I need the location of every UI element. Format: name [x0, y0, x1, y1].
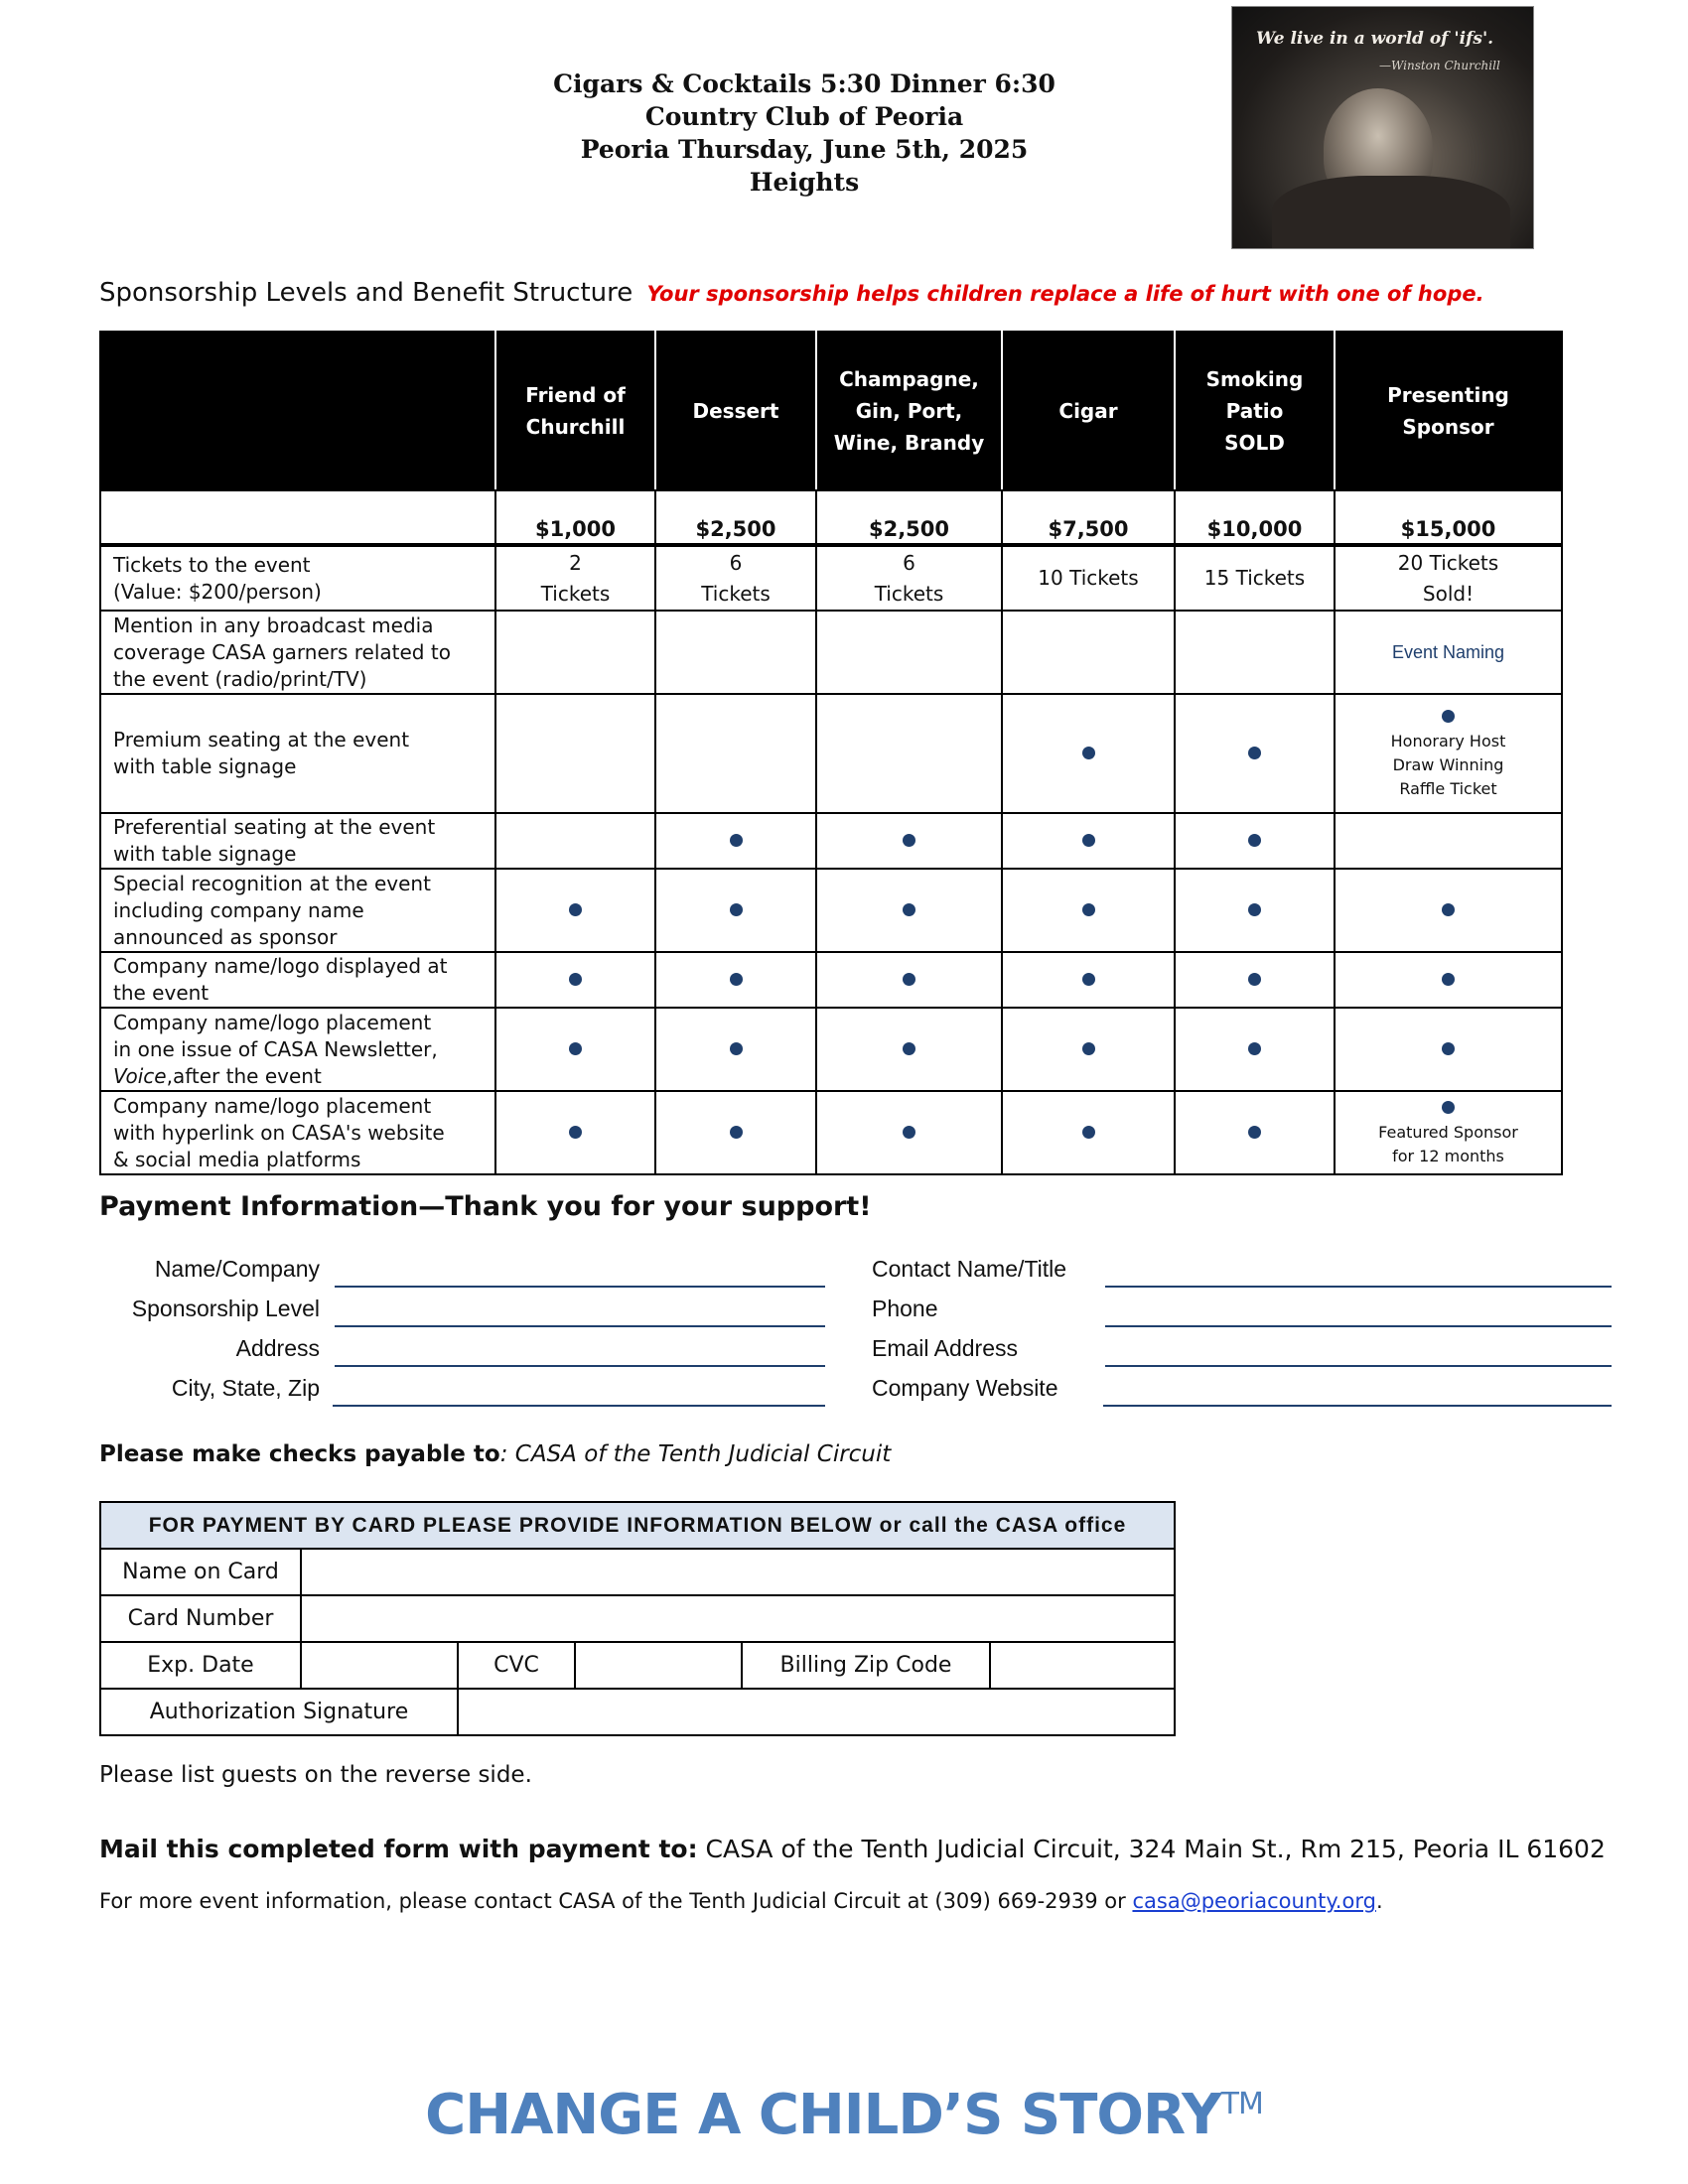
recognition-champagne	[816, 869, 1002, 952]
churchill-photo	[1231, 6, 1534, 249]
website-smoking-patio	[1175, 1091, 1335, 1174]
sponsorship-heading	[99, 278, 1589, 308]
newsletter-presenting	[1335, 1008, 1562, 1091]
price-smoking-patio: $10,000	[1175, 490, 1335, 545]
contact-name-field[interactable]	[1105, 1286, 1612, 1288]
included-dot-icon	[903, 834, 915, 847]
included-dot-icon	[1442, 973, 1455, 986]
preferential-cigar	[1002, 813, 1175, 869]
price-presenting: $15,000	[1335, 490, 1562, 545]
price-friend: $1,000	[495, 490, 655, 545]
benefit-label: Company name/logo displayed at the event	[100, 952, 495, 1008]
benefit-label: Special recognition at the event including company name announced as sponsor	[100, 869, 495, 952]
company-website-label: Company Website	[872, 1375, 1058, 1401]
website-dessert	[655, 1091, 816, 1174]
website-friend	[495, 1091, 655, 1174]
newsletter-champagne	[816, 1008, 1002, 1091]
included-dot-icon	[1248, 747, 1261, 759]
website-champagne	[816, 1091, 1002, 1174]
included-dot-icon	[1082, 747, 1095, 759]
tickets-presenting: 20 Tickets Sold!	[1335, 545, 1562, 611]
city-state-zip-field[interactable]	[333, 1405, 825, 1407]
level-header-dessert: Dessert	[655, 332, 816, 490]
preferential-dessert	[655, 813, 816, 869]
newsletter-friend	[495, 1008, 655, 1091]
recognition-dessert	[655, 869, 816, 952]
logo-event-friend	[495, 952, 655, 1008]
city-state-zip-label: City, State, Zip	[171, 1375, 320, 1401]
included-dot-icon	[730, 1042, 743, 1055]
premium-cigar	[1002, 694, 1175, 813]
billing-zip-input[interactable]	[990, 1642, 1175, 1689]
included-dot-icon	[1442, 1042, 1455, 1055]
company-website-field[interactable]	[1103, 1405, 1612, 1407]
sponsorship-tagline: Your sponsorship helps children replace a life of hurt with one of hope.	[646, 282, 1484, 306]
empty-cell	[816, 611, 1002, 694]
recognition-smoking-patio	[1175, 869, 1335, 952]
photo-quote-author: —Winston Churchill	[1379, 59, 1500, 72]
benefit-row-tickets	[100, 545, 1562, 611]
payment-title: Payment Information—Thank you for your support!	[99, 1191, 872, 1222]
price-row-blank	[100, 490, 495, 545]
newsletter-cigar	[1002, 1008, 1175, 1091]
tickets-smoking-patio: 15 Tickets	[1175, 545, 1335, 611]
included-dot-icon	[1442, 710, 1455, 723]
tickets-friend: 2 Tickets	[495, 545, 655, 611]
tickets-dessert: 6 Tickets	[655, 545, 816, 611]
sponsorship-title: Sponsorship Levels and Benefit Structure	[99, 278, 633, 308]
benefit-label: Company name/logo placement in one issue of CASA Newsletter, Voice,after the event	[100, 1008, 495, 1091]
included-dot-icon	[1248, 1126, 1261, 1139]
benefit-row-media	[100, 611, 1562, 694]
tickets-cigar: 10 Tickets	[1002, 545, 1175, 611]
included-dot-icon	[1442, 1101, 1455, 1114]
empty-cell	[655, 611, 816, 694]
guests-note: Please list guests on the reverse side.	[99, 1762, 532, 1788]
benefit-row-preferential	[100, 813, 1562, 869]
email-address-field[interactable]	[1105, 1365, 1612, 1367]
cvc-input[interactable]	[575, 1642, 742, 1689]
website-cigar	[1002, 1091, 1175, 1174]
included-dot-icon	[1082, 973, 1095, 986]
logo-event-smoking-patio	[1175, 952, 1335, 1008]
logo-event-champagne	[816, 952, 1002, 1008]
event-venue-line: Country Club of Peoria	[644, 102, 964, 131]
footer-slogan: CHANGE A CHILD’S STORY™	[425, 2083, 1263, 2147]
card-number-input[interactable]	[301, 1595, 1175, 1642]
included-dot-icon	[730, 1126, 743, 1139]
included-dot-icon	[1082, 1126, 1095, 1139]
recognition-presenting	[1335, 869, 1562, 952]
mail-instructions: Mail this completed form with payment to: CASA of the Tenth Judicial Circuit, 324 Main St., Rm 215, Peoria IL 61602	[99, 1835, 1606, 1863]
benefit-label: Company name/logo placement with hyperlink on CASA's website & social media platforms	[100, 1091, 495, 1174]
website-presenting: Featured Sponsor for 12 months	[1335, 1091, 1562, 1174]
level-header-row	[100, 332, 1562, 490]
address-field[interactable]	[335, 1365, 825, 1367]
billing-zip-label: Billing Zip Code	[742, 1642, 990, 1689]
trademark-mark: TM	[1220, 2087, 1263, 2121]
address-label: Address	[235, 1335, 320, 1361]
benefit-label: Premium seating at the event with table signage	[100, 694, 495, 813]
included-dot-icon	[903, 1042, 915, 1055]
premium-smoking-patio	[1175, 694, 1335, 813]
contact-email-link[interactable]: casa@peoriacounty.org	[1132, 1889, 1376, 1913]
price-row	[100, 490, 1562, 545]
included-dot-icon	[569, 1126, 582, 1139]
level-header-smoking-patio: Smoking Patio SOLD	[1175, 332, 1335, 490]
logo-event-presenting	[1335, 952, 1562, 1008]
newsletter-smoking-patio	[1175, 1008, 1335, 1091]
empty-cell	[1175, 611, 1335, 694]
preferential-smoking-patio	[1175, 813, 1335, 869]
included-dot-icon	[730, 973, 743, 986]
photo-quote: We live in a world of 'ifs'.	[1256, 29, 1494, 49]
name-on-card-input[interactable]	[301, 1549, 1175, 1595]
benefit-row-logo-event	[100, 952, 1562, 1008]
premium-presenting: Honorary Host Draw Winning Raffle Ticket	[1335, 694, 1562, 813]
level-header-champagne: Champagne, Gin, Port, Wine, Brandy	[816, 332, 1002, 490]
price-champagne: $2,500	[816, 490, 1002, 545]
checks-payable-note: Please make checks payable to: CASA of the Tenth Judicial Circuit	[99, 1441, 892, 1467]
empty-cell	[816, 694, 1002, 813]
included-dot-icon	[1248, 1042, 1261, 1055]
preferential-champagne	[816, 813, 1002, 869]
name-company-label: Name/Company	[154, 1256, 320, 1282]
event-area-line: Heights	[749, 168, 860, 197]
included-dot-icon	[1248, 903, 1261, 916]
name-on-card-label: Name on Card	[100, 1549, 301, 1595]
empty-cell	[1335, 813, 1562, 869]
included-dot-icon	[730, 903, 743, 916]
contact-name-label: Contact Name/Title	[872, 1256, 1066, 1282]
included-dot-icon	[903, 903, 915, 916]
logo-event-dessert	[655, 952, 816, 1008]
card-number-label: Card Number	[100, 1595, 301, 1642]
event-date-line: Peoria Thursday, June 5th, 2025	[580, 135, 1029, 164]
level-header-cigar: Cigar	[1002, 332, 1175, 490]
benefit-row-newsletter	[100, 1008, 1562, 1091]
price-cigar: $7,500	[1002, 490, 1175, 545]
media-presenting	[1335, 611, 1562, 694]
benefit-label: Preferential seating at the event with table signage	[100, 813, 495, 869]
authorization-signature-input[interactable]	[458, 1689, 1175, 1735]
card-payment-table	[99, 1501, 1176, 1736]
exp-date-input[interactable]	[301, 1642, 458, 1689]
included-dot-icon	[1442, 903, 1455, 916]
empty-cell	[1002, 611, 1175, 694]
event-time-line: Cigars & Cocktails 5:30 Dinner 6:30	[553, 69, 1055, 98]
empty-cell	[495, 813, 655, 869]
empty-cell	[495, 694, 655, 813]
email-address-label: Email Address	[872, 1335, 1019, 1361]
included-dot-icon	[1082, 903, 1095, 916]
included-dot-icon	[1248, 834, 1261, 847]
recognition-friend	[495, 869, 655, 952]
benefit-row-premium	[100, 694, 1562, 813]
name-company-field[interactable]	[335, 1286, 825, 1288]
phone-field[interactable]	[1105, 1325, 1612, 1327]
authorization-signature-label: Authorization Signature	[100, 1689, 458, 1735]
benefit-label: Mention in any broadcast media coverage CASA garners related to the event (radio/print/TV)	[100, 611, 495, 694]
newsletter-dessert	[655, 1008, 816, 1091]
phone-label: Phone	[872, 1296, 938, 1321]
empty-cell	[655, 694, 816, 813]
event-header	[477, 68, 1132, 199]
sponsorship-level-label: Sponsorship Level	[131, 1296, 320, 1321]
level-header-presenting: Presenting Sponsor	[1335, 332, 1562, 490]
cvc-label: CVC	[458, 1642, 575, 1689]
benefit-row-website	[100, 1091, 1562, 1174]
event-naming-note: Event Naming	[1391, 641, 1505, 662]
included-dot-icon	[903, 1126, 915, 1139]
sponsorship-table	[99, 331, 1563, 1175]
empty-cell	[495, 611, 655, 694]
exp-date-label: Exp. Date	[100, 1642, 301, 1689]
contact-info: For more event information, please contact CASA of the Tenth Judicial Circuit at (309) 669-2939 or casa@peoriacounty.org.	[99, 1889, 1383, 1913]
recognition-cigar	[1002, 869, 1175, 952]
card-payment-header: FOR PAYMENT BY CARD PLEASE PROVIDE INFORMATION BELOW or call the CASA office	[100, 1502, 1175, 1549]
included-dot-icon	[1082, 834, 1095, 847]
level-header-friend: Friend of Churchill	[495, 332, 655, 490]
included-dot-icon	[1248, 973, 1261, 986]
included-dot-icon	[569, 973, 582, 986]
benefit-label: Tickets to the event (Value: $200/person)	[100, 545, 495, 611]
photo-figure-body	[1272, 176, 1510, 249]
tickets-champagne: 6 Tickets	[816, 545, 1002, 611]
benefit-row-recognition	[100, 869, 1562, 952]
included-dot-icon	[569, 903, 582, 916]
level-header-blank	[100, 332, 495, 490]
price-dessert: $2,500	[655, 490, 816, 545]
included-dot-icon	[569, 1042, 582, 1055]
logo-event-cigar	[1002, 952, 1175, 1008]
included-dot-icon	[903, 973, 915, 986]
included-dot-icon	[730, 834, 743, 847]
sponsorship-level-field[interactable]	[335, 1325, 825, 1327]
included-dot-icon	[1082, 1042, 1095, 1055]
